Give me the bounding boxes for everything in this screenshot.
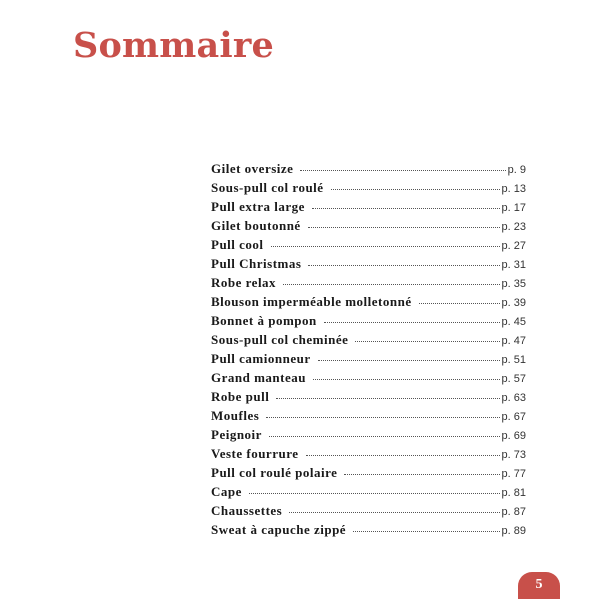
toc-entry-title: Pull col roulé polaire — [211, 465, 338, 480]
toc-entry[interactable] — [211, 368, 526, 387]
toc-entry[interactable] — [211, 501, 526, 520]
dot-leader — [266, 417, 499, 418]
toc-entry-title: Pull extra large — [211, 199, 305, 214]
toc-entry-title: Sous-pull col roulé — [211, 180, 324, 195]
toc-entry-title: Chaussettes — [211, 503, 283, 518]
dot-leader — [249, 493, 500, 494]
toc-entry-title: Grand manteau — [211, 370, 306, 385]
toc-entry-page: p. 73 — [501, 449, 526, 461]
toc-entry-page: p. 23 — [501, 221, 526, 233]
toc-entry[interactable] — [211, 425, 526, 444]
dot-leader — [312, 208, 500, 209]
dot-leader — [300, 170, 505, 171]
toc-entry-title: Peignoir — [211, 427, 262, 442]
toc-entry[interactable] — [211, 273, 526, 292]
toc-entry[interactable] — [211, 159, 526, 178]
dot-leader — [308, 265, 499, 266]
toc-entry[interactable] — [211, 349, 526, 368]
toc-entry[interactable] — [211, 330, 526, 349]
dot-leader — [344, 474, 499, 475]
toc-entry[interactable] — [211, 311, 526, 330]
toc-entry-page: p. 35 — [501, 278, 526, 290]
toc-entry-page: p. 51 — [501, 354, 526, 366]
toc-entry[interactable] — [211, 178, 526, 197]
dot-leader — [271, 246, 500, 247]
toc-entry-title: Blouson imperméable molletonné — [211, 294, 412, 309]
toc-entry-title: Gilet boutonné — [211, 218, 301, 233]
toc-entry-page: p. 39 — [501, 297, 526, 309]
page-number: 5 — [535, 577, 543, 592]
toc-entry-title: Pull cool — [211, 237, 264, 252]
table-of-contents — [211, 159, 526, 539]
toc-entry-title: Bonnet à pompon — [211, 313, 317, 328]
toc-entry-page: p. 77 — [501, 468, 526, 480]
toc-entry-title: Robe pull — [211, 389, 270, 404]
toc-entry[interactable] — [211, 292, 526, 311]
dot-leader — [419, 303, 500, 304]
toc-entry-page: p. 9 — [507, 164, 526, 176]
toc-entry-title: Cape — [211, 484, 242, 499]
dot-leader — [313, 379, 500, 380]
dot-leader — [331, 189, 500, 190]
dot-leader — [355, 341, 499, 342]
toc-entry-title: Moufles — [211, 408, 260, 423]
dot-leader — [283, 284, 499, 285]
dot-leader — [289, 512, 499, 513]
toc-entry[interactable] — [211, 235, 526, 254]
dot-leader — [276, 398, 499, 399]
toc-entry[interactable] — [211, 444, 526, 463]
toc-entry-title: Sweat à capuche zippé — [211, 522, 347, 537]
dot-leader — [308, 227, 500, 228]
toc-entry-page: p. 45 — [501, 316, 526, 328]
toc-entry[interactable] — [211, 406, 526, 425]
toc-entry[interactable] — [211, 197, 526, 216]
toc-entry-page: p. 63 — [501, 392, 526, 404]
toc-entry-title: Robe relax — [211, 275, 277, 290]
page-title: Sommaire — [73, 25, 274, 66]
toc-entry-page: p. 13 — [501, 183, 526, 195]
toc-entry-page: p. 57 — [501, 373, 526, 385]
toc-entry-page: p. 31 — [501, 259, 526, 271]
toc-entry-page: p. 47 — [501, 335, 526, 347]
dot-leader — [353, 531, 499, 532]
toc-entry-title: Veste fourrure — [211, 446, 299, 461]
toc-entry[interactable] — [211, 216, 526, 235]
dot-leader — [318, 360, 500, 361]
toc-entry-page: p. 87 — [501, 506, 526, 518]
toc-entry-page: p. 69 — [501, 430, 526, 442]
toc-entry-title: Gilet oversize — [211, 161, 294, 176]
toc-entry-title: Sous-pull col cheminée — [211, 332, 349, 347]
toc-entry[interactable] — [211, 387, 526, 406]
toc-entry[interactable] — [211, 520, 526, 539]
dot-leader — [306, 455, 500, 456]
toc-entry-title: Pull Christmas — [211, 256, 302, 271]
dot-leader — [324, 322, 500, 323]
toc-entry-page: p. 89 — [501, 525, 526, 537]
toc-entry[interactable] — [211, 482, 526, 501]
toc-entry-page: p. 67 — [501, 411, 526, 423]
toc-entry-title: Pull camionneur — [211, 351, 311, 366]
toc-entry-page: p. 27 — [501, 240, 526, 252]
toc-entry-page: p. 17 — [501, 202, 526, 214]
toc-entry-page: p. 81 — [501, 487, 526, 499]
page-number-badge — [518, 572, 560, 599]
toc-entry[interactable] — [211, 254, 526, 273]
dot-leader — [269, 436, 500, 437]
toc-entry[interactable] — [211, 463, 526, 482]
